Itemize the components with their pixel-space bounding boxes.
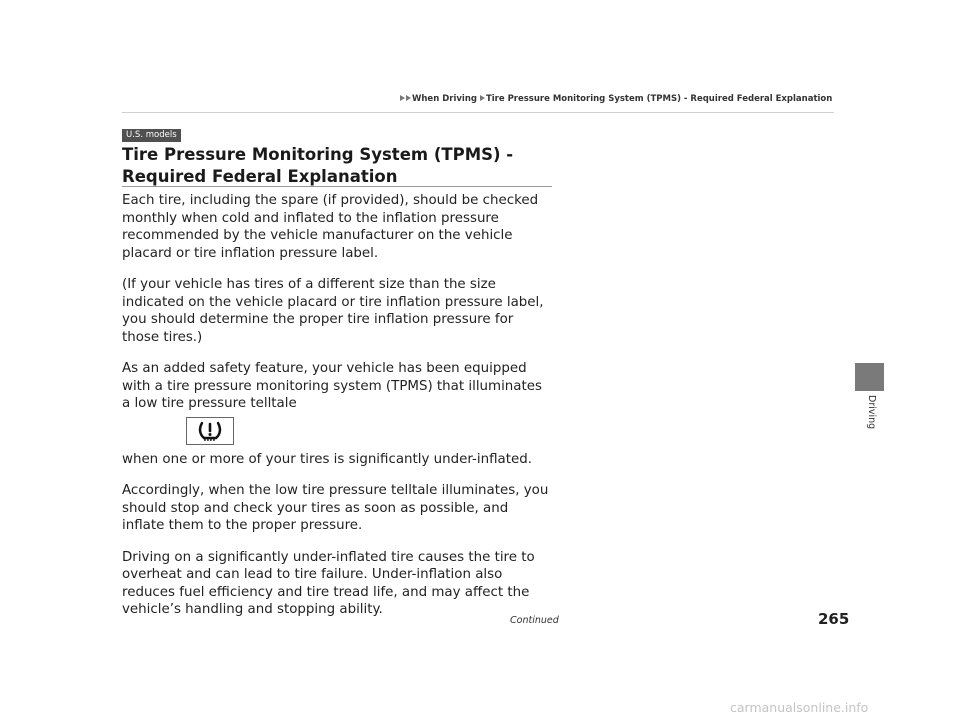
paragraph-tire-size: (If your vehicle has tires of a different size than the size indicated on the vehicle placard or tire inflation pressure label, you should determine the proper tire inflation pressure for those tires.) [122, 277, 544, 345]
low-tire-pressure-glyph [195, 420, 225, 442]
breadcrumb [400, 94, 832, 104]
section-tab-label: Driving [866, 395, 877, 430]
breadcrumb-arrow-icon [400, 95, 405, 101]
body-text [122, 192, 554, 633]
header-divider [122, 112, 834, 113]
page-title: Tire Pressure Monitoring System (TPMS) - Required Federal Explanation [122, 145, 514, 186]
paragraph-consequences: Driving on a significantly under-inflated tire causes the tire to overheat and can lead to tire failure. Under-inflation also reduces fuel efficiency and tire tread life, and may affect the vehicle’s handling and stopping ability. [122, 549, 535, 617]
breadcrumb-item-when-driving[interactable]: When Driving [412, 94, 477, 104]
continued-label: Continued [510, 615, 559, 626]
breadcrumb-item-tpms[interactable]: Tire Pressure Monitoring System (TPMS) - Required Federal Explanation [485, 94, 833, 104]
paragraph-stop-and-check: Accordingly, when the low tire pressure telltale illuminates, you should stop and check your tires as soon as possible, and inflate them to the proper pressure. [122, 483, 549, 533]
breadcrumb-arrow-icon [480, 95, 485, 101]
paragraph-tpms-feature: As an added safety feature, your vehicle has been equipped with a tire pressure monitoring system (TPMS) that illuminates a low tire pressure telltale [122, 361, 542, 411]
region-badge: U.S. models [122, 129, 181, 142]
section-tab-marker[interactable] [855, 363, 884, 391]
breadcrumb-arrow-icon [406, 95, 411, 101]
paragraph-check-tires: Each tire, including the spare (if provided), should be checked monthly when cold and inflated to the inflation pressure recommended by the vehicle manufacturer on the vehicle placard or tire inflation pressure label. [122, 193, 539, 261]
page-number: 265 [818, 610, 850, 628]
watermark: carmanualsonline.info [730, 700, 869, 715]
title-divider [122, 186, 552, 187]
paragraph-under-inflated: when one or more of your tires is significantly under-inflated. [122, 451, 532, 467]
low-tire-pressure-icon [186, 417, 234, 445]
